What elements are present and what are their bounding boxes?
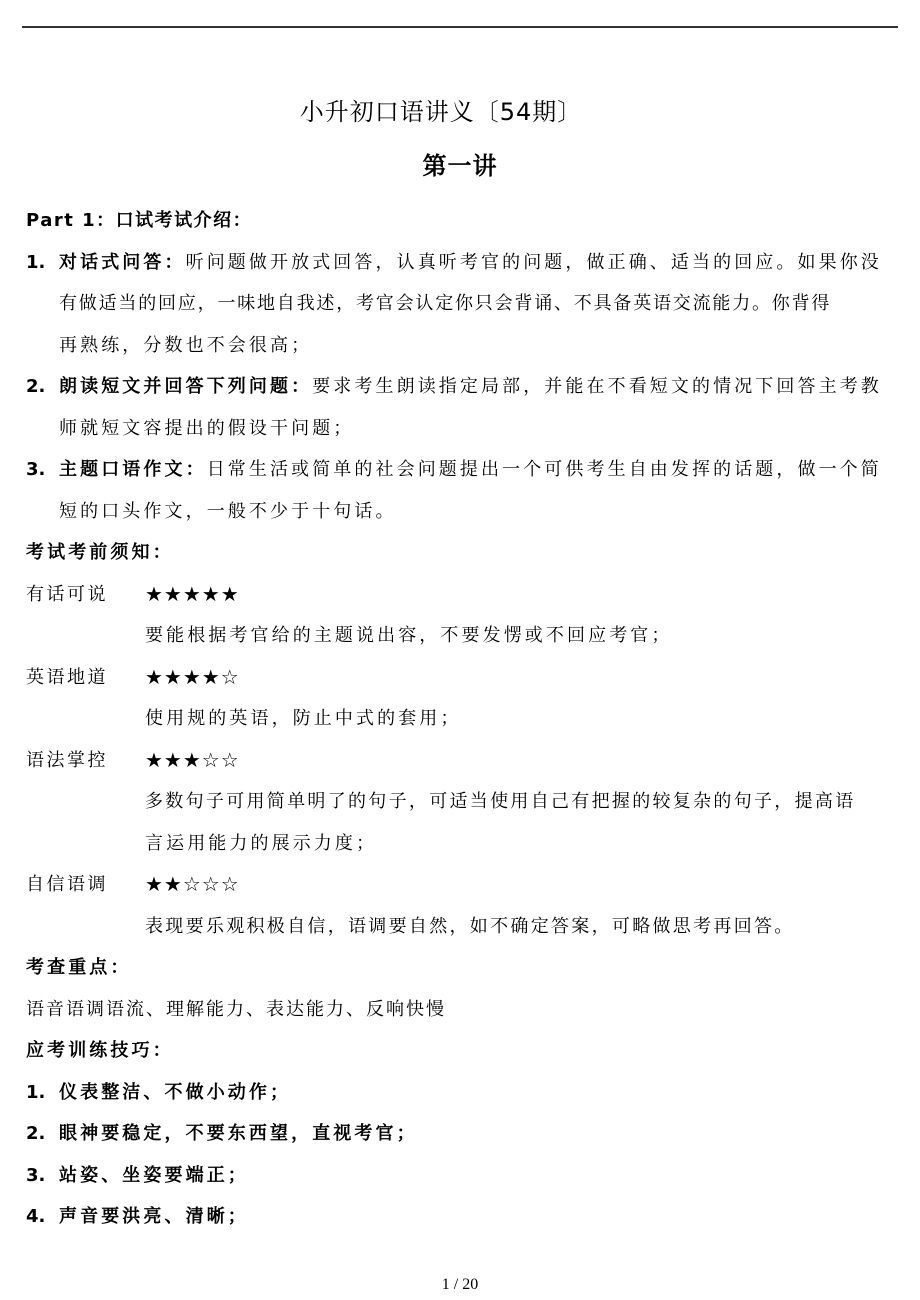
criterion-label: 自信语调 xyxy=(26,874,108,895)
item-label: 主题口语作文： xyxy=(59,459,207,480)
item-label: 朗读短文并回答下列问题： xyxy=(59,376,313,397)
tip-item xyxy=(26,1072,896,1114)
tip-item xyxy=(26,1155,896,1197)
intro-item-1 xyxy=(26,242,896,284)
item-text: 听问题做开放式回答，认真听考官的问题，做正确、适当的回应。如果你没 xyxy=(185,251,882,273)
item-text-continued: 有做适当的回应，一味地自我述，考官会认定你只会背诵、不具备英语交流能力。你背得 xyxy=(59,293,832,314)
intro-item-2 xyxy=(26,366,896,408)
item-label: 对话式问答： xyxy=(59,251,186,273)
part1-heading: Part 1：口试考试介绍： xyxy=(26,210,253,231)
criterion-row xyxy=(26,574,896,616)
item-text-continued: 再熟练，分数也不会很高； xyxy=(59,334,313,356)
item-text: 要求考生朗读指定局部，并能在不看短文的情况下回答主考教 xyxy=(312,376,882,397)
tip-number: 4. xyxy=(26,1206,46,1227)
focus-heading: 考查重点： xyxy=(26,957,132,978)
intro-item-3 xyxy=(26,449,896,491)
tip-number: 2. xyxy=(26,1123,46,1144)
tip-text: 站姿、坐姿要端正； xyxy=(59,1164,249,1186)
tip-number: 3. xyxy=(26,1164,46,1186)
star-rating-icon: ★★★☆☆ xyxy=(145,747,240,772)
item-text-continued: 师就短文容提出的假设干问题； xyxy=(59,417,355,439)
tip-item xyxy=(26,1113,896,1155)
criterion-desc: 多数句子可用简单明了的句子，可适当使用自己有把握的较复杂的句子，提高语 xyxy=(145,791,856,812)
criterion-desc: 要能根据考官给的主题说出容，不要发愣或不回应考官； xyxy=(145,625,673,646)
tip-text: 仪表整洁、不做小动作； xyxy=(59,1081,292,1103)
item-number: 3. xyxy=(26,459,46,480)
focus-text: 语音语调语流、理解能力、表达能力、反响快慢 xyxy=(26,998,446,1020)
tips-heading: 应考训练技巧： xyxy=(26,1040,174,1061)
criterion-label: 有话可说 xyxy=(26,583,108,605)
criterion-desc: 使用规的英语，防止中式的套用； xyxy=(145,708,462,729)
header-rule xyxy=(22,26,898,28)
document-body xyxy=(26,200,896,1238)
star-rating-icon: ★★★★★ xyxy=(145,581,240,606)
star-rating-icon: ★★☆☆☆ xyxy=(145,872,240,896)
tip-item xyxy=(26,1196,896,1238)
star-rating-icon: ★★★★☆ xyxy=(145,664,240,689)
lecture-subtitle: 第一讲 xyxy=(422,152,498,180)
tip-text: 眼神要稳定，不要东西望，直视考官； xyxy=(59,1123,418,1144)
document-title: 小升初口语讲义〔54期〕 xyxy=(299,98,583,126)
criterion-row xyxy=(26,864,896,906)
item-text: 日常生活或简单的社会问题提出一个可供考生自由发挥的话题，做一个简 xyxy=(206,459,882,480)
item-number: 2. xyxy=(26,376,46,397)
tip-text: 声音要洪亮、清晰； xyxy=(59,1206,249,1227)
criterion-row xyxy=(26,657,896,699)
item-number: 1. xyxy=(26,251,46,273)
criterion-label: 英语地道 xyxy=(26,666,108,688)
item-text-continued: 短的口头作文，一般不少于十句话。 xyxy=(59,500,397,522)
exam-notes-heading: 考试考前须知： xyxy=(26,542,174,563)
page-number: 1 / 20 xyxy=(441,1276,479,1293)
tip-number: 1. xyxy=(26,1081,46,1103)
criterion-row xyxy=(26,740,896,782)
criterion-desc: 表现要乐观积极自信，语调要自然，如不确定答案，可略做思考再回答。 xyxy=(145,915,795,937)
criterion-desc: 言运用能力的展示力度； xyxy=(145,832,378,854)
criterion-label: 语法掌控 xyxy=(26,749,108,771)
